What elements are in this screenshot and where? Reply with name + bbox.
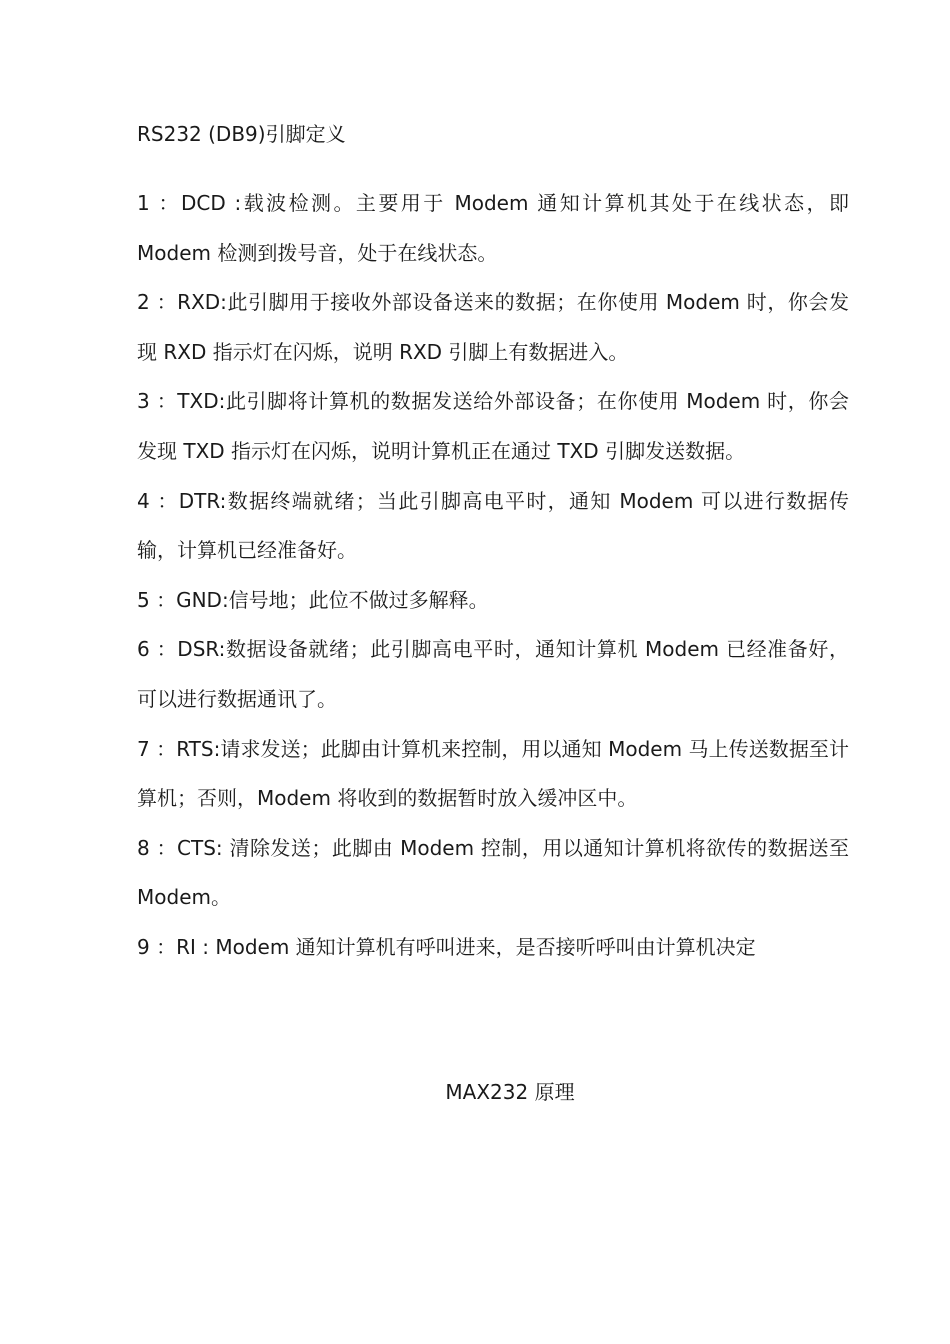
pin-text: 2 ：RXD:此引脚用于接收外部设备送来的数据；在你使用 Modem 时，你会发现 RXD 指示灯在闪烁，说明 RXD 引脚上有数据进入。	[137, 290, 849, 364]
pin-item-9	[137, 923, 849, 973]
pin-item-8	[137, 824, 856, 923]
pin-text: 1 ：DCD :载波检测。主要用于 Modem 通知计算机其处于在线状态，即 Modem 检测到拨号音，处于在线状态。	[137, 191, 856, 265]
pin-definition-list	[137, 179, 856, 973]
pin-text: 5 ：GND:信号地；此位不做过多解释。	[137, 587, 489, 612]
pin-text: 6 ：DSR:数据设备就绪；此引脚高电平时，通知计算机 Modem 已经准备好，可以进行数据通讯了。	[137, 637, 849, 711]
pin-text: 3 ：TXD:此引脚将计算机的数据发送给外部设备；在你使用 Modem 时，你会发现 TXD 指示灯在闪烁，说明计算机正在通过 TXD 引脚发送数据。	[137, 389, 849, 463]
section-heading: MAX232 原理	[445, 1080, 575, 1104]
pin-item-7	[137, 725, 849, 824]
pin-text: 8 ：CTS: 清除发送；此脚由 Modem 控制，用以通知计算机将欲传的数据送至 Modem。	[137, 835, 856, 910]
document-title: RS232 (DB9)引脚定义	[137, 122, 346, 146]
pin-item-2	[137, 278, 849, 377]
pin-item-4	[137, 477, 849, 576]
pin-item-6	[137, 625, 849, 724]
pin-text: 9 ：RI : Modem 通知计算机有呼叫进来，是否接听呼叫由计算机决定	[137, 934, 756, 959]
pin-text: 4 ：DTR:数据终端就绪；当此引脚高电平时，通知 Modem 可以进行数据传输，计算机已经准备好。	[137, 488, 849, 563]
pin-item-1	[137, 179, 856, 278]
pin-item-5	[137, 576, 849, 626]
pin-text: 7 ：RTS:请求发送；此脚由计算机来控制，用以通知 Modem 马上传送数据至计算机；否则，Modem 将收到的数据暂时放入缓冲区中。	[137, 736, 849, 811]
pin-item-3	[137, 377, 849, 476]
